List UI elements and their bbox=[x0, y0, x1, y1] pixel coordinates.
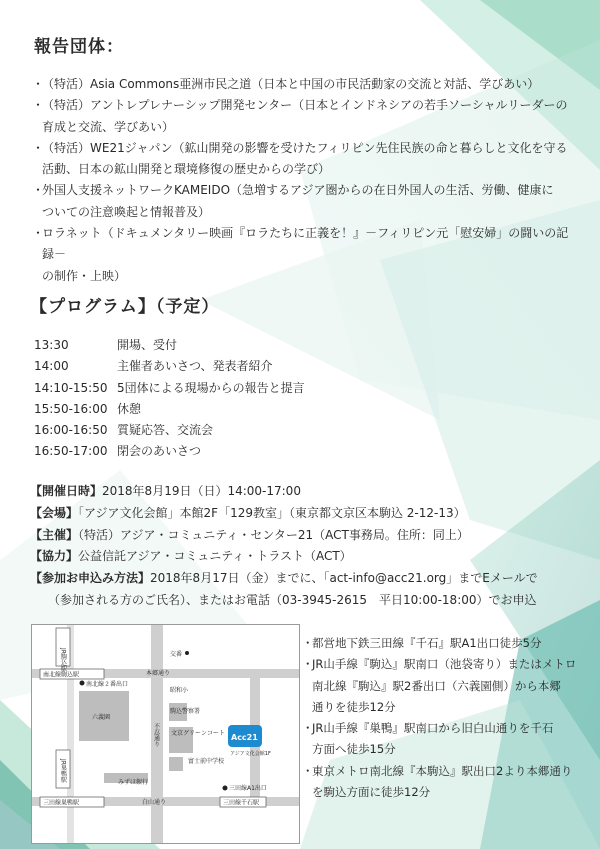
schedule-desc: 質疑応答、交流会 bbox=[117, 423, 214, 438]
group-item bbox=[32, 180, 580, 223]
access-item bbox=[302, 654, 590, 718]
bullet: ・ bbox=[302, 721, 314, 736]
label-showa-sho: 昭和小 bbox=[170, 687, 189, 694]
group-text-line: 外国人支援ネットワークKAMEIDO（急増するアジア圏からの在日外国人の生活、労働、健康に bbox=[42, 183, 554, 198]
label-fujimae: 富士前中学校 bbox=[188, 758, 225, 765]
schedule-time: 16:50-17:00 bbox=[34, 444, 108, 459]
bullet: ・ bbox=[32, 77, 45, 91]
info-label: 【主催】 bbox=[30, 527, 79, 542]
schedule-desc: 5団体による現場からの報告と提言 bbox=[117, 380, 305, 395]
label-fushinobashi: 不忍通り bbox=[152, 723, 160, 747]
exit-marker bbox=[80, 681, 85, 686]
group-item bbox=[32, 138, 580, 181]
bullet: ・ bbox=[32, 98, 45, 113]
info-value: 2018年8月19日（日）14:00-17:00 bbox=[102, 484, 301, 498]
schedule-time: 14:10-15:50 bbox=[34, 380, 108, 395]
map-drawing bbox=[32, 625, 299, 843]
schedule-desc: 開場、受付 bbox=[117, 338, 178, 352]
info-coop bbox=[30, 546, 585, 568]
schedule-row bbox=[34, 356, 305, 377]
access-line: 都営地下鉄三田線『千石』駅A1出口徒歩5分 bbox=[312, 636, 542, 650]
bullet: ・ bbox=[302, 657, 314, 672]
schedule-row bbox=[34, 378, 305, 399]
access-line: 方面へ徒歩15分 bbox=[312, 742, 396, 757]
group-item bbox=[32, 74, 580, 95]
group-text-line: （特活）Asia Commons亜洲市民之道（日本と中国の市民活動家の交流と対話、学びあい） bbox=[42, 77, 540, 91]
access-item bbox=[302, 633, 590, 654]
group-text-line: の制作・上映） bbox=[42, 268, 127, 283]
schedule-time: 16:00-16:50 bbox=[34, 423, 108, 438]
group-item bbox=[32, 223, 580, 287]
info-date bbox=[30, 481, 585, 503]
schedule-time: 14:00 bbox=[34, 359, 69, 374]
label-mizuho: みずほ銀行 bbox=[118, 779, 149, 786]
groups-heading: 報告団体： bbox=[34, 37, 124, 57]
label-mita-exit-a1: 三田線A1出口 bbox=[229, 785, 267, 792]
label-mita-sugamo: 三田線巣鴨駅 bbox=[43, 799, 80, 807]
label-bunkyo-green: 文京グリーンコート bbox=[171, 730, 225, 737]
access-line: JR山手線『駒込』駅南口（池袋寄り）またはメトロ bbox=[312, 657, 577, 672]
program-heading: 【プログラム】（予定） bbox=[30, 297, 220, 317]
info-label: 【参加お申込み方法】 bbox=[30, 571, 151, 586]
access-line: を駒込方面に徒歩12分 bbox=[312, 785, 431, 800]
label-koban: 交番 bbox=[170, 651, 183, 658]
label-hakusan-dori: 白山通り bbox=[142, 799, 167, 806]
bullet: ・ bbox=[302, 636, 314, 650]
group-item bbox=[32, 95, 580, 138]
info-label: 【開催日時】 bbox=[30, 484, 103, 498]
koban-marker bbox=[185, 651, 189, 655]
group-text-line: ついての注意喚起と情報普及） bbox=[42, 204, 211, 219]
info-value: （特活）アジア・コミュニティ・センター21（ACT事務局。住所：同上） bbox=[78, 527, 469, 542]
label-hongo-dori: 本郷通り bbox=[146, 670, 171, 677]
schedule-desc: 主催者あいさつ、発表者紹介 bbox=[117, 359, 273, 374]
label-jr-sugamo: JR巣鴨駅 bbox=[59, 759, 67, 783]
info-apply-cont: （参加される方のご氏名）、またはお電話（03-3945-2615 平日10:00-18:00）でお申込 bbox=[48, 592, 537, 607]
info-host bbox=[30, 525, 585, 547]
info-value: 2018年8月17日（金）までに、「act-info@acc21.org」までEメールで bbox=[150, 571, 538, 586]
label-nanboku-exit2: 南北線２番出口 bbox=[86, 681, 129, 688]
label-acc21: Acc21 bbox=[231, 733, 258, 742]
building bbox=[169, 757, 183, 771]
schedule-time: 13:30 bbox=[34, 338, 69, 352]
label-jr-komagome: JR駒込駅 bbox=[59, 648, 67, 672]
bullet: ・ bbox=[32, 183, 45, 198]
bullet: ・ bbox=[32, 226, 45, 241]
group-text-line: （特活）WE21ジャパン（鉱山開発の影響を受けたフィリピン先住民族の命と暮らしと文化を守る bbox=[42, 140, 568, 155]
group-text-line: 活動、日本の鉱山開発と環境修復の歴史からの学び） bbox=[42, 162, 331, 177]
schedule-row bbox=[34, 420, 305, 441]
access-map bbox=[31, 624, 300, 844]
exit-marker bbox=[223, 786, 228, 791]
group-text-line: ロラネット（ドキュメンタリー映画『ロラたちに正義を！』－フィリピン元「慰安婦」の闘いの記録－ bbox=[42, 226, 569, 262]
label-rikugien: 六義園 bbox=[92, 714, 111, 721]
schedule-list bbox=[34, 335, 305, 463]
access-directions bbox=[302, 633, 590, 803]
schedule-row bbox=[34, 399, 305, 420]
info-label: 【会場】 bbox=[30, 505, 79, 520]
info-label: 【協力】 bbox=[30, 549, 79, 564]
schedule-time: 15:50-16:00 bbox=[34, 401, 108, 416]
label-acc21-sub: アジア文化会館1F bbox=[230, 751, 271, 757]
group-text-line: （特活）アントレプレナーシップ開発センター（日本とインドネシアの若手ソーシャルリーダーの bbox=[42, 98, 568, 113]
label-komagome-police: 駒込警察署 bbox=[170, 708, 201, 715]
schedule-row bbox=[34, 441, 305, 462]
access-line: 東京メトロ南北線『本駒込』駅出口2より本郷通り bbox=[312, 763, 573, 778]
group-text-line: 育成と交流、学びあい） bbox=[42, 119, 175, 134]
info-venue bbox=[30, 503, 585, 525]
label-nanboku-komagome: 南北線駒込駅 bbox=[43, 671, 80, 679]
bullet: ・ bbox=[302, 763, 314, 778]
schedule-desc: 休憩 bbox=[117, 401, 142, 416]
bullet: ・ bbox=[32, 140, 45, 155]
access-line: 通りを徒歩12分 bbox=[312, 699, 396, 714]
event-info bbox=[30, 481, 585, 612]
info-apply bbox=[30, 568, 585, 590]
label-mita-sengoku: 三田線千石駅 bbox=[223, 799, 260, 807]
schedule-desc: 閉会のあいさつ bbox=[117, 444, 202, 459]
access-item bbox=[302, 718, 590, 761]
schedule-row bbox=[34, 335, 305, 356]
info-value: 公益信託アジア・コミュニティ・トラスト（ACT） bbox=[78, 549, 352, 564]
info-value: 「アジア文化会館」本館2F「129教室」（東京都文京区本駒込 2-12-13） bbox=[78, 505, 466, 520]
access-line: 南北線『駒込』駅2番出口（六義園側）から本郷 bbox=[312, 678, 561, 693]
access-item bbox=[302, 761, 590, 804]
access-line: JR山手線『巣鴨』駅南口から旧白山通りを千石 bbox=[312, 721, 554, 736]
groups-list bbox=[32, 74, 580, 287]
